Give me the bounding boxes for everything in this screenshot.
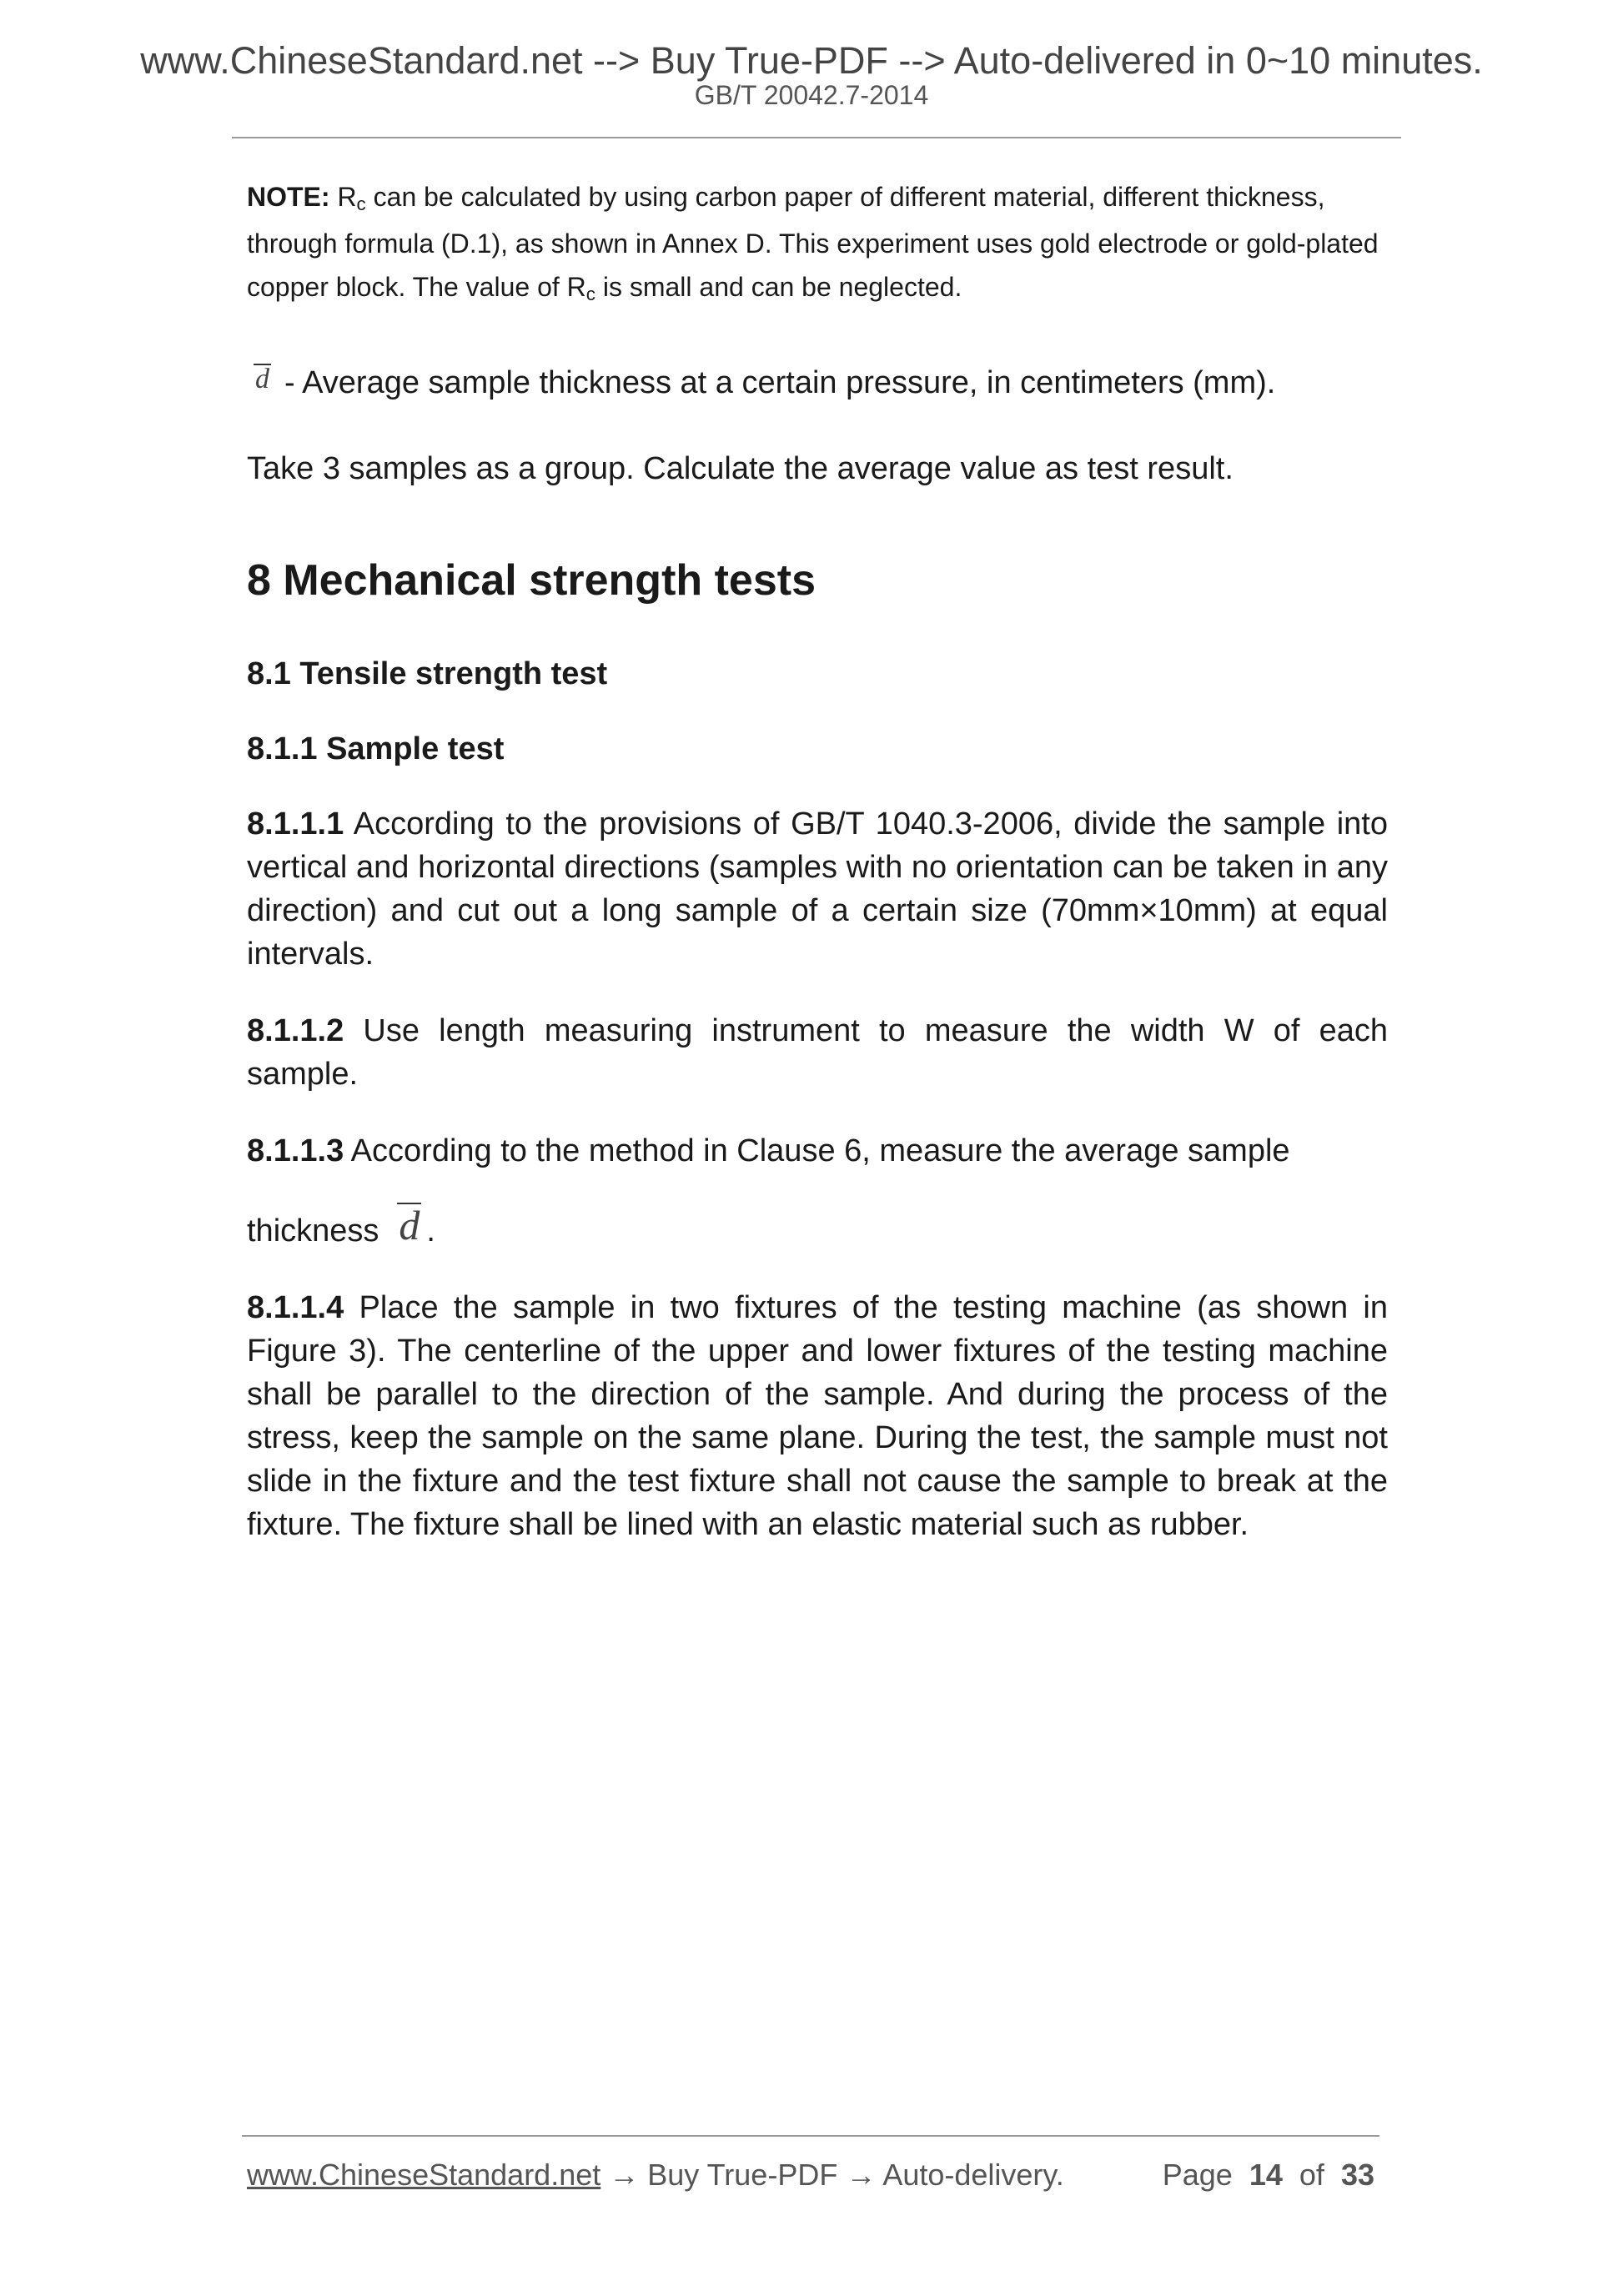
clause-8-1-1-2 [247,1009,1388,1096]
subsection-heading: 8.1 Tensile strength test [247,656,608,691]
footer-text: → Buy True-PDF → Auto-delivery. [600,2158,1064,2192]
rc-main: R [337,182,357,212]
rc-symbol-2 [567,272,595,302]
thickness-period: . [426,1213,435,1248]
clause-number: 8.1.1.2 [247,1013,344,1048]
document-code: GB/T 20042.7-2014 [694,80,929,110]
clause-number: 8.1.1.4 [247,1290,344,1325]
clause-number: 8.1.1.1 [247,806,344,842]
top-banner: www.ChineseStandard.net --> Buy True-PDF --> Auto-delivered in 0~10 minutes. [140,39,1483,82]
take-samples-text: Take 3 samples as a group. Calculate the average value as test result. [247,451,1234,486]
note-text-1: can be calculated by using carbon paper of different material, different thickness, through formula (D.1), as shown in Annex D. This experiment uses gold electrode or gold-plated copper block. The value of [247,182,1379,302]
clause-text: According to the method in Clause 6, measure the average sample [344,1133,1290,1168]
page-total: 33 [1340,2158,1374,2192]
page-footer [247,2157,1381,2193]
footer-divider [242,2135,1379,2137]
page-indicator [1163,2157,1374,2193]
header-divider [232,137,1401,138]
clause-8-1-1-3 [247,1129,1388,1173]
note-label: NOTE: [247,182,330,212]
clause-number: 8.1.1.3 [247,1133,344,1168]
clause-text: Use length measuring instrument to measure the width W of each sample. [247,1013,1388,1092]
d-definition-text: - Average sample thickness at a certain pressure, in centimeters (mm). [284,365,1276,400]
page-content [247,175,1388,1546]
footer-link[interactable]: www.ChineseStandard.net [247,2158,601,2192]
thickness-line [247,1203,1388,1253]
subsubsection-heading: 8.1.1 Sample test [247,731,505,766]
rc-main-2: R [566,272,586,302]
d-definition [247,364,1388,402]
d-bar-symbol-large: d [399,1202,420,1248]
page-label: Page [1162,2158,1233,2192]
clause-8-1-1-4 [247,1286,1388,1546]
clause-8-1-1-1 [247,802,1388,976]
clause-text: According to the provisions of GB/T 1040.3-2006, divide the sample into vertical and horizontal directions (samples with no orientation can be taken in any direction) and cut out a long sample of a certain size (70mm×10mm) at equal intervals. [247,806,1388,972]
of-label: of [1299,2158,1324,2192]
note-text-2: is small and can be neglected. [595,272,962,302]
note-paragraph [247,175,1388,312]
rc-sub-2: c [585,283,595,304]
thickness-word: thickness [247,1213,379,1248]
d-bar-symbol: d [255,364,269,394]
rc-sub: c [356,193,366,214]
clause-text: Place the sample in two fixtures of the testing machine (as shown in Figure 3). The centerline of the upper and lower fixtures of the testing machine shall be parallel to the direction of the sample. And during the process of the stress, keep the sample on the same plane. During the test, the sample must not slide in the fixture and the test fixture shall not cause the sample to break at the fixture. The fixture shall be lined with an elastic material such as rubber. [247,1290,1388,1542]
rc-symbol [337,182,365,212]
page-number: 14 [1249,2158,1283,2192]
section-heading: 8 Mechanical strength tests [247,556,816,605]
